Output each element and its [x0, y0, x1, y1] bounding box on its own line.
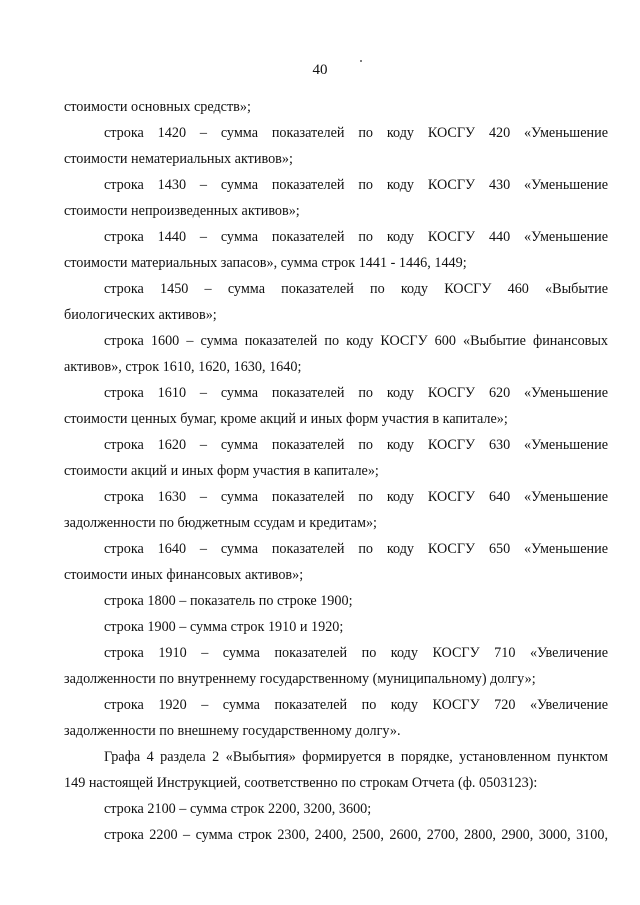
document-body: [64, 94, 608, 848]
text-line: стоимости акций и иных форм участия в капитале»;: [64, 463, 379, 479]
text-line: строка 1920 – сумма показателей по коду КОСГУ 720 «Увеличение: [104, 697, 608, 713]
text-line: строка 1620 – сумма показателей по коду КОСГУ 630 «Уменьшение: [104, 437, 608, 453]
text-line: Графа 4 раздела 2 «Выбытия» формируется в порядке, установленном пунктом: [104, 749, 608, 765]
text-line: строка 1420 – сумма показателей по коду КОСГУ 420 «Уменьшение: [104, 125, 608, 141]
text-line: строка 2200 – сумма строк 2300, 2400, 2500, 2600, 2700, 2800, 2900, 3000, 3100,: [104, 827, 608, 843]
scan-speck: [360, 60, 362, 62]
text-line: строка 1450 – сумма показателей по коду КОСГУ 460 «Выбытие: [104, 281, 608, 297]
text-line: 149 настоящей Инструкцией, соответственно по строкам Отчета (ф. 0503123):: [64, 775, 538, 791]
text-line: строка 1630 – сумма показателей по коду КОСГУ 640 «Уменьшение: [104, 489, 608, 505]
page-number: 40: [312, 62, 328, 78]
text-line: строка 1610 – сумма показателей по коду КОСГУ 620 «Уменьшение: [104, 385, 608, 401]
text-line: строка 1600 – сумма показателей по коду КОСГУ 600 «Выбытие финансовых: [104, 333, 608, 349]
text-line: задолженности по внутреннему государственному (муниципальному) долгу»;: [64, 671, 536, 687]
text-line: строка 1430 – сумма показателей по коду КОСГУ 430 «Уменьшение: [104, 177, 608, 193]
text-line: задолженности по внешнему государственному долгу».: [64, 723, 401, 739]
text-line: строка 1900 – сумма строк 1910 и 1920;: [104, 619, 344, 635]
text-line: стоимости непроизведенных активов»;: [64, 203, 300, 219]
text-line: строка 1800 – показатель по строке 1900;: [104, 593, 353, 609]
text-line: строка 1640 – сумма показателей по коду КОСГУ 650 «Уменьшение: [104, 541, 608, 557]
text-line: строка 1910 – сумма показателей по коду КОСГУ 710 «Увеличение: [104, 645, 608, 661]
text-line: стоимости нематериальных активов»;: [64, 151, 293, 167]
text-line: строка 2100 – сумма строк 2200, 3200, 3600;: [104, 801, 372, 817]
text-line: стоимости ценных бумаг, кроме акций и иных форм участия в капитале»;: [64, 411, 508, 427]
text-line: задолженности по бюджетным ссудам и кредитам»;: [64, 515, 377, 531]
text-line: стоимости материальных запасов», сумма строк 1441 - 1446, 1449;: [64, 255, 467, 271]
text-line: стоимости основных средств»;: [64, 99, 251, 115]
text-line: стоимости иных финансовых активов»;: [64, 567, 304, 583]
text-line: активов», строк 1610, 1620, 1630, 1640;: [64, 359, 302, 375]
text-line: биологических активов»;: [64, 307, 217, 323]
text-line: строка 1440 – сумма показателей по коду КОСГУ 440 «Уменьшение: [104, 229, 608, 245]
